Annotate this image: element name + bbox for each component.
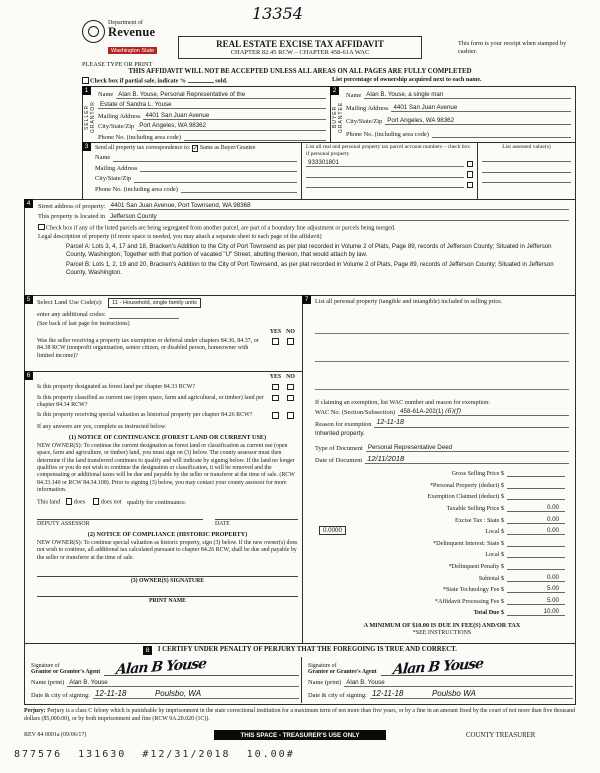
parcel-number-input-3[interactable] — [306, 180, 464, 188]
seller-section — [82, 86, 331, 143]
buyer-side-label-1: BUYER — [332, 105, 338, 129]
exemption-claimed-value[interactable] — [507, 492, 565, 500]
date-of-document-input[interactable]: 12/11/2018 — [365, 455, 569, 465]
seller-name-label: Name — [98, 91, 114, 99]
grantee-date-city-label: Date & city of signing: — [308, 691, 367, 699]
partial-sale-row — [82, 77, 227, 85]
correspondence-citystatezip-input[interactable] — [134, 175, 297, 183]
logo-dept-line: Department of — [108, 20, 143, 26]
section-5-number: 5 — [24, 295, 33, 304]
personal-property-input-2[interactable] — [315, 354, 569, 362]
certification-statement: I CERTIFY UNDER PENALTY OF PERJURY THAT THE FOREGOING IS TRUE AND CORRECT. — [157, 646, 457, 653]
excise-tax-local-value[interactable]: 0.00 — [507, 527, 565, 535]
total-due-label: Total Due $ — [473, 609, 504, 617]
grantor-name-print-label: Name (print) — [31, 679, 65, 687]
deputy-assessor-signature-line[interactable] — [37, 519, 203, 520]
historic-property-question: Is this property receiving special valuation as historical property per chapter 84.26 RCW? — [37, 412, 253, 418]
located-in-input[interactable]: Jefferson County — [108, 213, 238, 221]
treasurer-space-banner: THIS SPACE - TREASURER'S USE ONLY — [214, 730, 386, 740]
type-of-document-input[interactable]: Personal Representative Deed — [366, 444, 569, 452]
section-3-number: 3 — [82, 142, 91, 151]
grantor-date-city-label: Date & city of signing: — [31, 691, 90, 699]
excise-tax-state-label: Excise Tax : State $ — [455, 516, 504, 524]
personal-property-deduct-value[interactable] — [507, 481, 565, 489]
section-1-number: 1 — [82, 86, 91, 95]
state-technology-fee-value[interactable]: 5.00 — [507, 585, 565, 593]
subtotal-label: Subtotal $ — [478, 574, 504, 582]
legal-description-parcel-a: Parcel A: Lots 3, 4, 17 and 18, Bracken's Addition to the City of Port Townsend as per plat recorded in Volume 2 of Plats, Page 89, records of Jefferson County; Situated in Jefferson County, Washington; Together with that portion of vacated "U" Street, abutting thereon, that would attach by law. — [66, 243, 552, 258]
wac-number-handwritten: (6)(f) — [445, 408, 462, 416]
grantee-signature-labels: Signature of Grantee or Grantee's Agent — [308, 662, 377, 676]
located-in-label: This property is located in — [38, 213, 106, 221]
land-use-select-label: Select Land Use Code(s): — [37, 299, 103, 306]
deputy-assessor-label: DEPUTY ASSESSOR — [37, 520, 90, 527]
minimum-due-note: A MINIMUM OF $10.00 IS DUE IN FEE(S) AND/OR TAX — [363, 622, 521, 630]
perjury-text: Perjury is a class C felony which is punishable by imprisonment in the state correctional institution for a maximum term of not more than five years, or by a fine in an amount fixed by the court of not more than five thousand dollars ($5,000.00), or by both imprisonment and fine (RCW 9A.20.020 (1C)). — [24, 708, 575, 722]
treasurer-machine-stamp: 877576 131630 #12/31/2018 10.00# — [14, 749, 295, 760]
seller-exemption-yes-checkbox[interactable] — [272, 338, 279, 345]
total-due-value[interactable]: 10.00 — [507, 608, 565, 616]
current-use-no-checkbox[interactable] — [287, 395, 294, 402]
seller-name-input[interactable]: Alan B. Youse, Personal Representative of the — [116, 91, 326, 99]
parcel-number-input-2[interactable] — [306, 170, 464, 178]
notice-of-compliance-text: NEW OWNER(S): To continue special valuation as historic property, sign (3) below. If the new owner(s) does not wish to continue, all additional tax calculated pursuant to chapter 84.26 RCW, shall be due and payable by the seller or transferor at the time of sale. — [37, 539, 298, 561]
type-of-document-label: Type of Document — [315, 444, 363, 452]
this-land-label: This land — [37, 498, 61, 506]
state-technology-fee-label: *State Technology Fee $ — [442, 586, 504, 594]
print-name-label: PRINT NAME — [148, 598, 187, 605]
notice-of-continuance-text: NEW OWNER(S): To continue the current designation as forest land or classification as current use (open space, farm and agriculture, or timber) land, you must sign on (3) below. The county assessor must then determine if the land transferred continues to qualify and will indicate by signing below. If the land no longer qualifies or you do not wish to continue the designation or classification, it will be removed and the compensating or additional taxes will be due and payable by the seller or transferor at the time of sale. (RCW 84.33.140 or RCW 84.34.108). Prior to signing (3) below, you may contact your county assessor for more information. — [37, 442, 295, 494]
seller-exemption-no-checkbox[interactable] — [287, 338, 294, 345]
form-revision-code: REV 84 0001a (09/06/17) — [24, 732, 87, 738]
taxable-selling-price-value[interactable]: 0.00 — [507, 504, 565, 512]
partial-sale-checkbox[interactable] — [82, 77, 89, 84]
if-yes-instruction: If any answers are yes, complete as instructed below. — [37, 423, 167, 430]
additional-codes-label: enter any additional codes: — [37, 311, 106, 319]
form-subtitle: CHAPTER 82.45 RCW – CHAPTER 458-61A WAC — [230, 49, 370, 56]
located-in-extra-line[interactable] — [238, 213, 569, 221]
county-treasurer-label: COUNTY TREASURER — [466, 732, 536, 739]
form-title: REAL ESTATE EXCISE TAX AFFIDAVIT — [216, 39, 384, 49]
wac-number-input[interactable] — [398, 408, 569, 416]
section-6-number: 6 — [24, 371, 33, 380]
property-section — [24, 199, 576, 296]
buyer-citystatezip-input[interactable]: Port Angeles, WA 98362 — [385, 117, 571, 125]
forest-section — [24, 371, 303, 644]
subtotal-value[interactable]: 0.00 — [507, 574, 565, 582]
personal-property-header: List all personal property (tangible and intangible) included in selling price. — [315, 298, 503, 305]
gross-selling-price-label: Gross Selling Price $ — [451, 470, 504, 478]
parcel-number-input[interactable]: 933301801 — [306, 159, 464, 167]
segregated-label: Check box if any of the listed parcels are being segregated from another parcel, are part of a boundary line adjustment or parcels being merged. — [46, 225, 396, 232]
wac-number-value: 458-61A-202(1) — [400, 408, 444, 416]
parcel-personal-property-checkbox-2[interactable] — [467, 171, 474, 178]
parcel-personal-property-checkbox-3[interactable] — [467, 182, 474, 189]
forest-land-yes-checkbox[interactable] — [272, 384, 279, 391]
delinquent-interest-local-value[interactable] — [507, 550, 565, 558]
seller-phone-input[interactable] — [184, 133, 326, 141]
reason-for-exemption-input[interactable]: 12-11-18 — [374, 419, 569, 428]
grantee-name-print-label: Name (print) — [308, 679, 342, 687]
excise-tax-state-value[interactable]: 0.00 — [507, 516, 565, 524]
correspondence-name-label: Name — [95, 154, 111, 162]
forest-land-question: Is this property designated as forest land per chapter 84.33 RCW? — [37, 383, 196, 390]
deputy-date-line[interactable] — [215, 519, 298, 520]
tax-computation-section — [302, 295, 576, 644]
section-7-number: 7 — [302, 295, 311, 304]
delinquent-interest-state-value[interactable] — [507, 539, 565, 547]
revenue-seal-icon — [82, 20, 105, 43]
same-as-buyer-label: Same as Buyer/Grantee — [199, 145, 256, 151]
delinquent-penalty-value[interactable] — [507, 562, 565, 570]
wac-number-label: WAC No. (Section/Subsection) — [315, 409, 396, 417]
forest-yes-header: YES — [269, 374, 282, 380]
correspondence-phone-label: Phone No. (including area code) — [95, 185, 178, 193]
grantor-signature-labels: Signature of Grantor or Grantor's Agent — [31, 662, 101, 676]
delinquent-interest-local-label: Local $ — [485, 551, 504, 559]
land-does-qualify-checkbox[interactable] — [66, 498, 73, 505]
reason-for-exemption-label: Reason for exemption — [315, 420, 372, 428]
buyer-phone-label: Phone No. (including area code) — [346, 131, 429, 139]
logo-state-badge: Washington State — [108, 47, 157, 54]
personal-property-input-3[interactable] — [315, 382, 569, 390]
affidavit-processing-fee-label: *Affidavit Processing Fee $ — [434, 597, 504, 605]
current-use-yes-checkbox[interactable] — [272, 395, 279, 402]
logo-revenue-line: Revenue — [108, 25, 156, 39]
buyer-name-input[interactable]: Alan B. Youse, a single man — [364, 91, 571, 99]
same-as-buyer-checkbox[interactable]: ✓ — [192, 146, 198, 152]
exemption-claimed-label: Exemption Claimed (deduct) $ — [427, 493, 504, 501]
notice-of-continuance-title: (1) NOTICE OF CONTINUANCE (FOREST LAND OR CURRENT USE) — [68, 433, 267, 441]
section-4-number: 4 — [24, 199, 33, 208]
qualify-label: qualify for continuance. — [127, 498, 187, 506]
section-2-number: 2 — [330, 86, 339, 95]
taxable-selling-price-label: Taxable Selling Price $ — [446, 504, 504, 512]
seller-name-input-line2[interactable]: Estate of Sandra L. Youse — [98, 101, 326, 109]
grantor-signature: Alan B Youse — [115, 655, 207, 679]
affidavit-processing-fee-value[interactable]: 5.00 — [507, 597, 565, 605]
historic-yes-checkbox[interactable] — [272, 412, 279, 419]
grantee-date-input[interactable]: 12-11-18 — [370, 689, 430, 699]
deputy-date-label: DATE — [215, 520, 230, 527]
local-rate-box: 0.0000 — [319, 526, 346, 535]
buyer-citystatezip-label: City/State/Zip — [346, 118, 383, 126]
correspondence-section — [82, 142, 576, 200]
correspondence-citystatezip-label: City/State/Zip — [95, 175, 132, 183]
owners-signature-label: (3) OWNER(S) SIGNATURE — [130, 578, 205, 585]
grantee-signature: Alan B Youse — [392, 655, 484, 679]
see-instructions-note: *SEE INSTRUCTIONS — [412, 630, 472, 637]
parcel-personal-property-checkbox[interactable] — [467, 161, 474, 168]
seller-exemption-question: Was the seller receiving a property tax exemption or deferral under chapters 84.36, 84.37, or 84.38 RCW (nonprofit organization, senior citizen, or disabled person, homeowner with limited income)? — [37, 338, 259, 359]
street-address-label: Street address of property: — [38, 202, 106, 210]
gross-selling-price-value[interactable] — [507, 469, 565, 477]
buyer-side-label-2: GRANTEE — [338, 101, 344, 133]
no-header: NO — [286, 328, 295, 335]
assessed-value-input-2[interactable] — [482, 165, 571, 173]
handwritten-form-number: 13354 — [252, 4, 303, 23]
form-title-box — [178, 36, 422, 59]
excise-tax-local-label: Local $ — [485, 528, 504, 536]
seller-citystatezip-label: City/State/Zip — [98, 123, 135, 131]
certification-section — [24, 643, 576, 705]
date-of-document-label: Date of Document — [315, 456, 363, 464]
delinquent-interest-state-label: *Delinquent Interest: State $ — [433, 539, 504, 547]
partial-sale-label: Check box if partial sale, indicate % — [90, 77, 187, 85]
parcel-numbers-header: List all real and personal property tax parcel account numbers – check box if personal property — [306, 144, 471, 157]
grantor-city-input[interactable]: Poulsbo, WA — [153, 689, 299, 699]
buyer-section — [330, 86, 576, 143]
print-name-line[interactable] — [37, 596, 298, 597]
seller-mailing-input[interactable]: 4401 San Juan Avenue — [143, 112, 326, 120]
perjury-statement — [24, 708, 576, 723]
completion-warning: THIS AFFIDAVIT WILL NOT BE ACCEPTED UNLESS ALL AREAS ON ALL PAGES ARE FULLY COMPLETED — [128, 68, 472, 75]
notice-of-compliance-title: (2) NOTICE OF COMPLIANCE (HISTORIC PROPERTY) — [87, 530, 248, 538]
land-use-section — [24, 295, 303, 372]
grantee-name-print-input[interactable]: Alan B. Youse — [344, 679, 573, 687]
seller-mailing-label: Mailing Address — [98, 112, 141, 120]
correspondence-name-input[interactable] — [113, 154, 297, 162]
yes-header: YES — [269, 328, 282, 335]
see-back-note: (See back of last page for instructions) — [37, 320, 130, 327]
grantor-date-input[interactable]: 12-11-18 — [93, 689, 153, 699]
seller-citystatezip-input[interactable]: Port Angeles, WA 98362 — [137, 122, 326, 130]
legal-description-parcel-b: Parcel B: Lots 1, 2, 19 and 20, Bracken's Addition to the City of Port Townsend, as per plat recorded in Volume 2 of Plats, Page 89, records of Jefferson County; Situated in Jefferson County, Washington. — [66, 261, 554, 277]
seller-side-label-1: SELLER — [84, 104, 90, 130]
correspondence-mailing-label: Mailing Address — [95, 164, 138, 172]
forest-land-no-checkbox[interactable] — [287, 384, 294, 391]
grantee-city-input[interactable]: Poulsbo WA — [430, 689, 573, 699]
assessed-value-input-1[interactable] — [482, 154, 571, 162]
correspondence-phone-input[interactable] — [181, 185, 297, 193]
historic-no-checkbox[interactable] — [287, 412, 294, 419]
partial-sale-sold-label: sold. — [215, 77, 228, 85]
delinquent-penalty-label: *Delinquent Penalty $ — [448, 562, 504, 570]
does-label: does — [73, 498, 86, 506]
assessed-values-header: List assessed value(s) — [502, 144, 551, 150]
buyer-mailing-label: Mailing Address — [346, 104, 389, 112]
correspondence-mailing-input[interactable] — [140, 164, 297, 172]
street-address-input[interactable]: 4401 San Juan Avenue, Port Townsend, WA 98368 — [109, 202, 569, 210]
receipt-note: This form is your receipt when stamped by cashier. — [458, 40, 567, 56]
ownership-percentage-note: List percentage of ownership acquired next to each name. — [332, 77, 482, 83]
grantor-name-print-input[interactable]: Alan B. Youse — [67, 679, 299, 687]
send-correspondence-label: Send all property tax correspondence to: — [95, 145, 191, 151]
seller-phone-label: Phone No. (including area code) — [98, 133, 181, 141]
personal-property-deduct-label: *Personal Property (deduct) $ — [429, 481, 504, 489]
perjury-lead: Perjury: — [24, 708, 46, 714]
land-does-not-qualify-checkbox[interactable] — [93, 498, 100, 505]
revenue-logo-text — [108, 20, 157, 57]
section-8-number: 8 — [143, 646, 152, 655]
this-land-row — [37, 498, 298, 506]
buyer-phone-input[interactable] — [432, 130, 571, 138]
buyer-mailing-input[interactable]: 4401 San Juan Avenue — [391, 104, 571, 112]
segregated-checkbox[interactable] — [38, 224, 45, 231]
assessed-value-input-3[interactable] — [482, 175, 571, 183]
does-not-label: does not — [100, 498, 122, 506]
owners-signature-line[interactable] — [37, 576, 298, 577]
personal-property-input-1[interactable] — [315, 326, 569, 334]
legal-description-label: Legal description of property (if more space is needed, you may attach a separate sheet to each page of the affidavit) — [38, 234, 322, 241]
partial-sale-percent-input[interactable] — [188, 82, 214, 83]
exemption-intro: If claiming an exemption, list WAC number and reason for exemption: — [315, 398, 490, 406]
buyer-name-label: Name — [346, 91, 362, 99]
revenue-logo — [82, 20, 157, 57]
type-or-print-note: PLEASE TYPE OR PRINT — [82, 61, 153, 68]
seller-side-label-2: GRANTOR — [90, 101, 96, 133]
reason-for-exemption-value: Inherited property. — [315, 429, 365, 437]
additional-codes-input[interactable] — [109, 311, 179, 319]
forest-no-header: NO — [286, 374, 295, 380]
current-use-question: Is this property classified as current use (open space, farm and agricultural, or timber) land per chapter 84.34 RCW? — [37, 394, 264, 409]
land-use-code-select[interactable]: 11 - Household, single family units — [108, 298, 201, 308]
